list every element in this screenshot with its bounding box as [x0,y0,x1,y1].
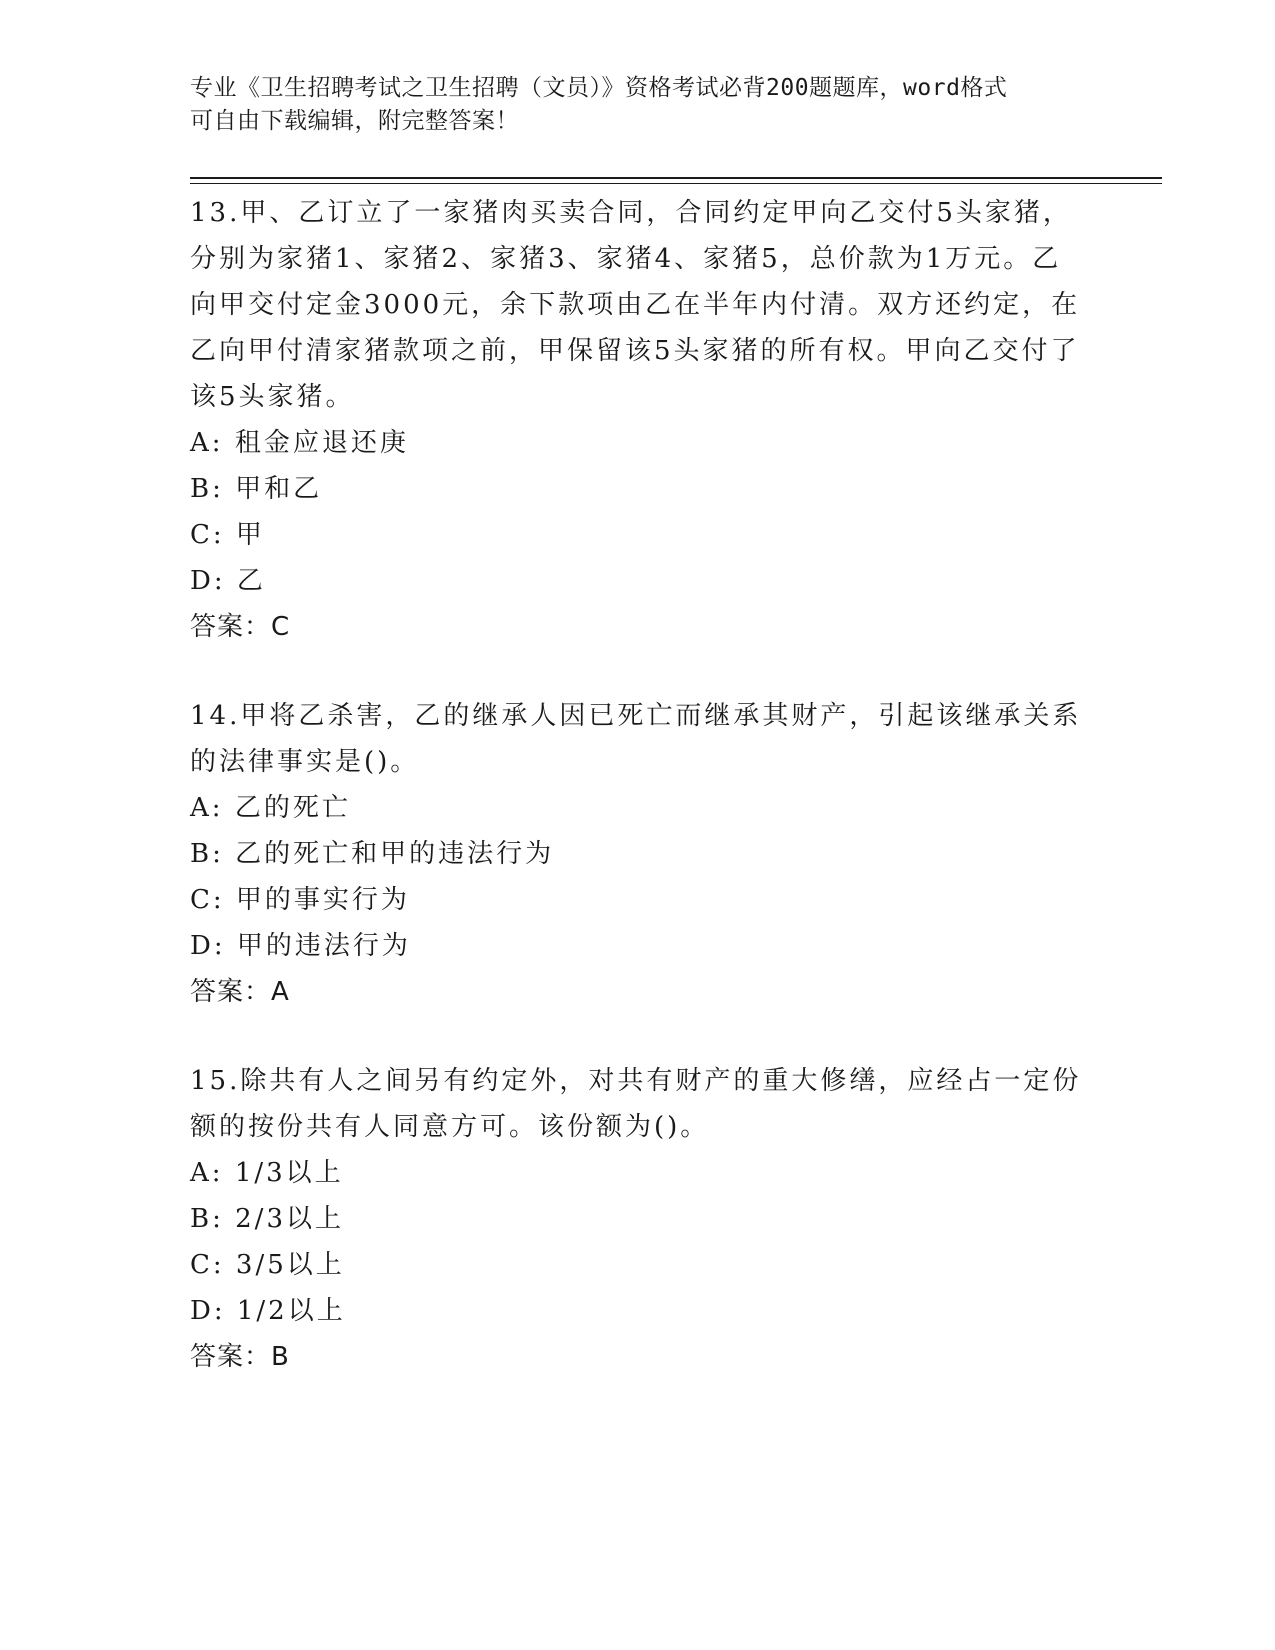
option-text: 1/3以上 [234,1158,344,1188]
option-label: A: [190,1158,224,1188]
option-text: 乙 [236,566,266,596]
option-d [190,923,1090,969]
option-text: 甲的事实行为 [235,885,410,915]
option-label: C: [190,885,225,915]
answer-line: 答案：A [190,977,290,1007]
option-label: B: [190,1204,224,1234]
option-text: 甲的违法行为 [236,931,411,961]
option-text: 3/5以上 [235,1250,345,1280]
option-label: B: [190,839,224,869]
option-label: D: [190,931,226,961]
option-label: C: [190,1250,225,1280]
question-stem: 15.除共有人之间另有约定外，对共有财产的重大修缮，应经占一定份额的按份共有人同意方可。该份额为()。 [190,1066,1082,1142]
option-text: 1/2以上 [236,1296,346,1326]
question-15 [190,1058,1090,1380]
option-label: C: [190,520,225,550]
option-text: 乙的死亡 [234,793,351,823]
option-c [190,512,1090,558]
answer-line: 答案：C [190,612,291,642]
option-d [190,558,1090,604]
option-text: 乙的死亡和甲的违法行为 [235,839,555,869]
option-d [190,1288,1090,1334]
option-a [190,420,1090,466]
option-text: 甲和乙 [235,474,323,504]
header-line-2: 可自由下载编辑，附完整答案！ [190,108,519,134]
option-c [190,1242,1090,1288]
option-a [190,1150,1090,1196]
question-14 [190,693,1090,1015]
option-c [190,877,1090,923]
option-text: 租金应退还庚 [234,428,409,458]
question-stem: 13.甲、乙订立了一家猪肉买卖合同，合同约定甲向乙交付5头家猪，分别为家猪1、家猪2、家猪3、家猪4、家猪5，总价款为1万元。乙向甲交付定金3000元，余下款项由乙在半年内付清。双方还约定，在乙向甲付清家猪款项之前，甲保留该5头家猪的所有权。甲向乙交付了该5头家猪。 [190,198,1081,412]
question-stem: 14.甲将乙杀害，乙的继承人因已死亡而继承其财产，引起该继承关系的法律事实是()。 [190,701,1082,777]
option-a [190,785,1090,831]
option-label: A: [190,793,224,823]
header-divider-thick [190,177,1162,179]
option-text: 甲 [235,520,265,550]
header-line-1: 专业《卫生招聘考试之卫生招聘（文员）》资格考试必背200题题库，word格式 [190,75,1008,101]
document-header [190,72,1090,138]
option-label: D: [190,566,226,596]
option-b [190,466,1090,512]
option-label: A: [190,428,224,458]
answer-line: 答案：B [190,1342,290,1372]
option-label: D: [190,1296,226,1326]
option-b [190,1196,1090,1242]
question-13 [190,190,1090,650]
option-text: 2/3以上 [235,1204,344,1234]
option-b [190,831,1090,877]
header-divider-thin [190,183,1162,184]
option-label: B: [190,474,224,504]
